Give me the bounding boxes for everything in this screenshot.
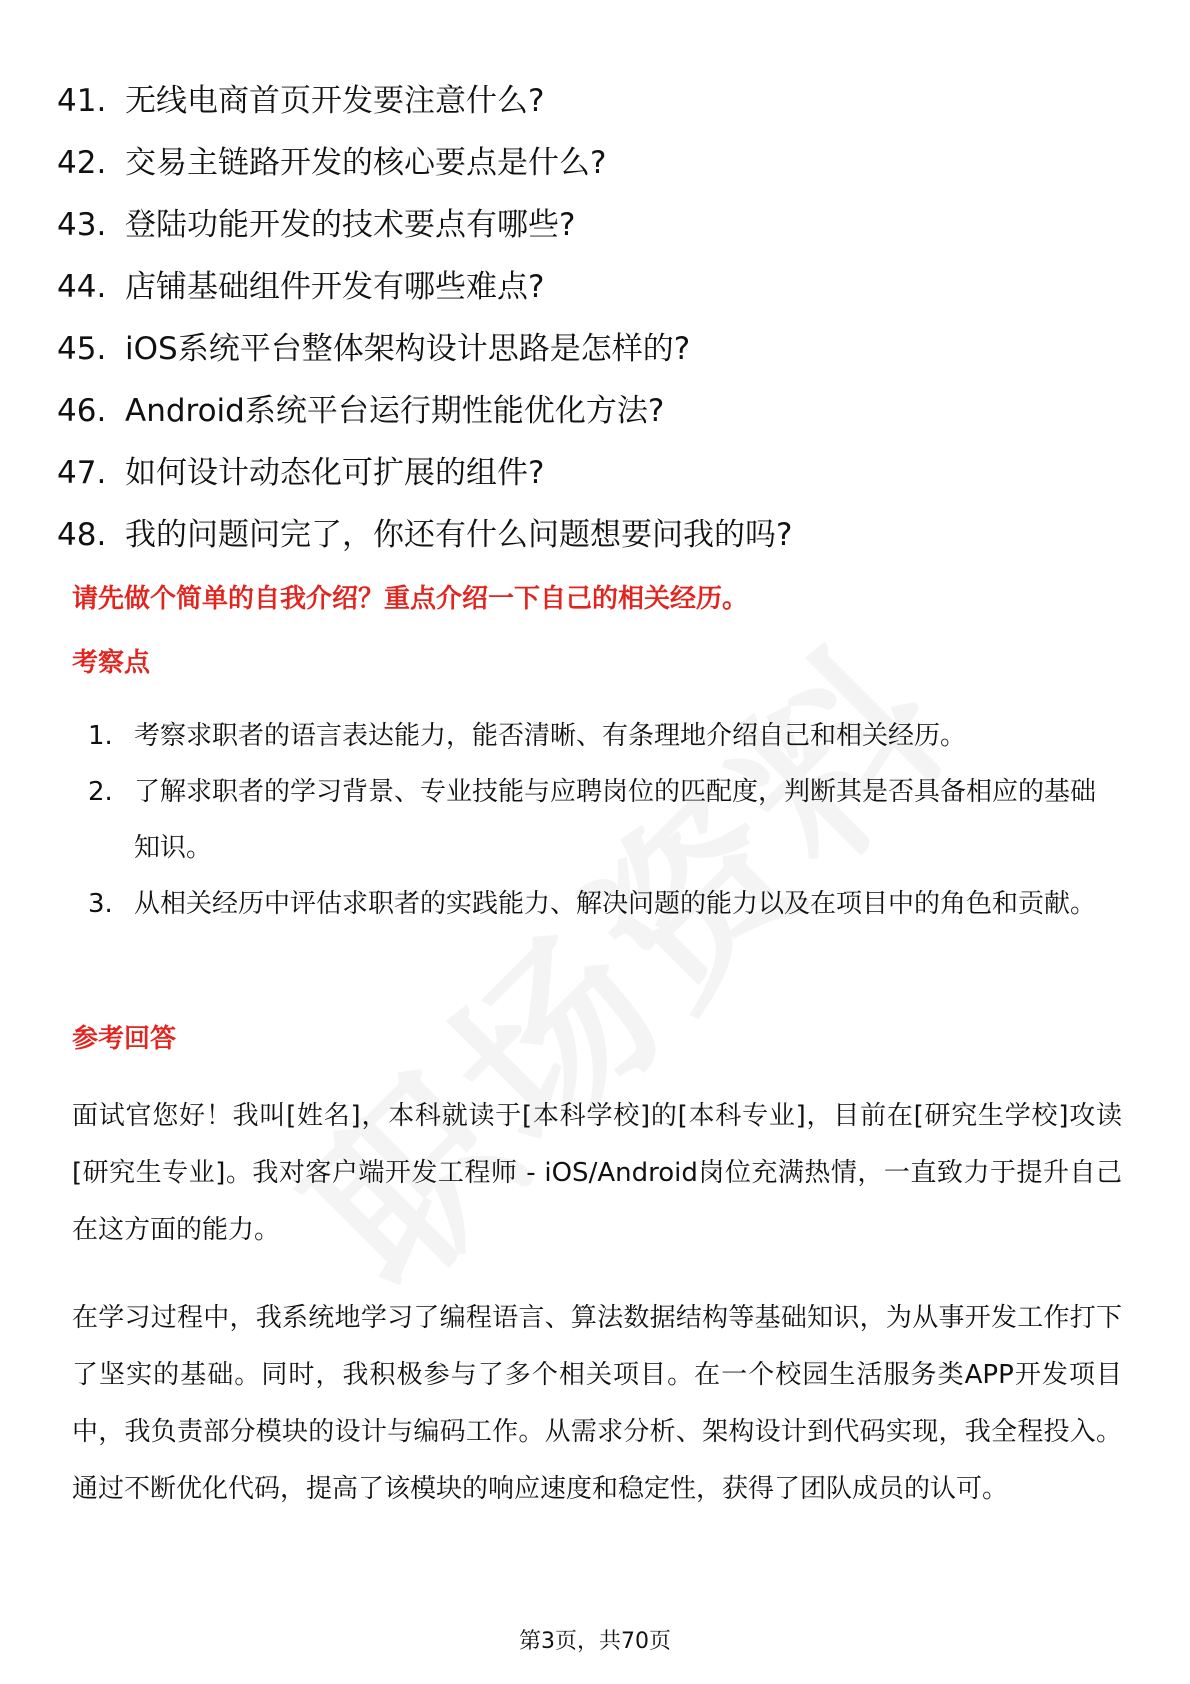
question-number: 41. <box>57 83 107 119</box>
question-text: Android系统平台运行期性能优化方法? <box>125 393 665 429</box>
question-text: 登陆功能开发的技术要点有哪些? <box>125 207 576 243</box>
question-text: iOS系统平台整体架构设计思路是怎样的? <box>125 331 691 367</box>
question-item <box>57 194 1137 256</box>
observation-points-heading: 考察点 <box>72 648 151 678</box>
observation-point-number: 3. <box>88 889 113 919</box>
question-item <box>57 380 1137 442</box>
observation-point-number: 1. <box>88 721 113 751</box>
question-text: 如何设计动态化可扩展的组件? <box>125 455 545 491</box>
main-question-heading: 请先做个简单的自我介绍？重点介绍一下自己的相关经历。 <box>72 584 749 614</box>
observation-points-list <box>80 708 1110 932</box>
observation-point-text: 从相关经历中评估求职者的实践能力、解决问题的能力以及在项目中的角色和贡献。 <box>134 889 1097 919</box>
question-number: 46. <box>57 393 107 429</box>
question-number: 45. <box>57 331 107 367</box>
question-list <box>57 70 1137 566</box>
question-number: 47. <box>57 455 107 491</box>
question-number: 48. <box>57 517 107 553</box>
observation-point-text: 了解求职者的学习背景、专业技能与应聘岗位的匹配度，判断其是否具备相应的基础知识。 <box>134 777 1097 863</box>
question-item <box>57 504 1137 566</box>
question-text: 店铺基础组件开发有哪些难点? <box>125 269 545 305</box>
question-number: 44. <box>57 269 107 305</box>
question-number: 43. <box>57 207 107 243</box>
question-number: 42. <box>57 145 107 181</box>
observation-point <box>80 876 1110 932</box>
question-item <box>57 70 1137 132</box>
question-text: 我的问题问完了，你还有什么问题想要问我的吗? <box>125 517 793 553</box>
question-item <box>57 442 1137 504</box>
question-text: 交易主链路开发的核心要点是什么? <box>125 145 607 181</box>
observation-point <box>80 708 1110 764</box>
observation-point-text: 考察求职者的语言表达能力，能否清晰、有条理地介绍自己和相关经历。 <box>134 721 967 751</box>
question-item <box>57 256 1137 318</box>
answer-paragraph: 面试官您好！我叫[姓名]，本科就读于[本科学校]的[本科专业]，目前在[研究生学校]攻读[研究生专业]。我对客户端开发工程师 - iOS/Android岗位充满热情，一直致力于提升自己在这方面的能力。 <box>72 1101 1122 1245</box>
reference-answer-heading: 参考回答 <box>72 1024 177 1054</box>
question-item <box>57 318 1137 380</box>
answer-paragraph: 在学习过程中，我系统地学习了编程语言、算法数据结构等基础知识，为从事开发工作打下了坚实的基础。同时，我积极参与了多个相关项目。在一个校园生活服务类APP开发项目中，我负责部分模块的设计与编码工作。从需求分析、架构设计到代码实现，我全程投入。通过不断优化代码，提高了该模块的响应速度和稳定性，获得了团队成员的认可。 <box>72 1303 1122 1504</box>
question-text: 无线电商首页开发要注意什么? <box>125 83 545 119</box>
question-item <box>57 132 1137 194</box>
page-number-footer: 第3页，共70页 <box>519 1629 671 1654</box>
observation-point <box>80 764 1110 876</box>
observation-point-number: 2. <box>88 777 113 807</box>
